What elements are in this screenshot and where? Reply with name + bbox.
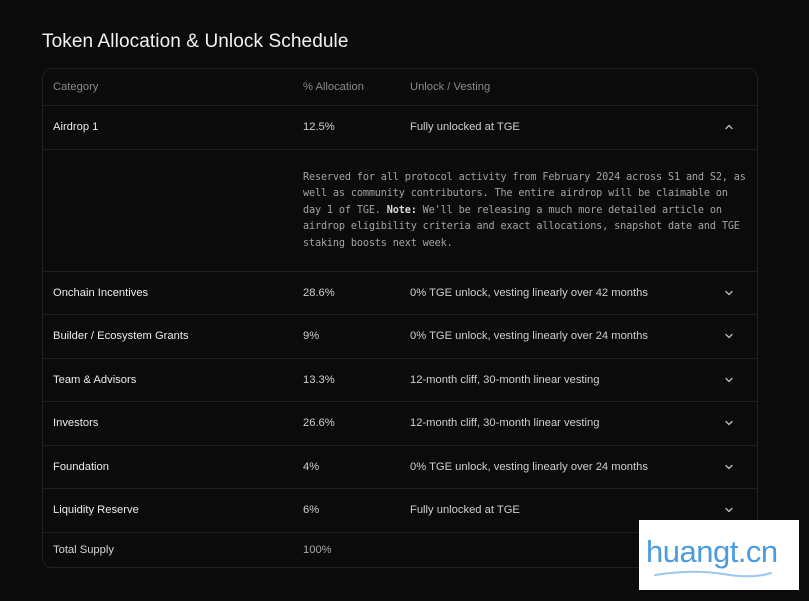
page-title: Token Allocation & Unlock Schedule [42,31,349,52]
row-vesting: Fully unlocked at TGE [410,504,520,517]
total-value: 100% [303,544,332,556]
row-category: Airdrop 1 [53,121,99,134]
airdrop-description: Reserved for all protocol activity from February 2024 across S1 and S2, as well as community contributors. The entire airdrop will be claimable on day 1 of TGE. Note: We'll be releasing a much more detailed article on airdrop eligibility criteria and exact allocations, snapshot date and TGE staking boosts next week. [303,171,746,249]
chevron-up-icon[interactable] [722,120,736,134]
row-allocation: 28.6% [303,286,335,299]
chevron-down-icon[interactable] [722,416,736,430]
row-allocation: 6% [303,504,320,517]
header-allocation: % Allocation [303,81,364,93]
row-category: Team & Advisors [53,373,137,386]
table-row-onchain-incentives[interactable] [43,272,757,316]
header-vesting: Unlock / Vesting [410,81,491,93]
chevron-down-icon[interactable] [722,503,736,517]
row-category: Investors [53,417,99,430]
table-row-builder-grants[interactable] [43,315,757,359]
row-allocation: 9% [303,330,320,343]
table-header [43,69,757,106]
row-category: Liquidity Reserve [53,504,139,517]
note-label: Note: [386,204,417,216]
row-allocation: 4% [303,460,320,473]
table-row-foundation[interactable] [43,446,757,490]
row-vesting: 0% TGE unlock, vesting linearly over 24 months [410,460,648,473]
table-row-team-advisors[interactable] [43,359,757,403]
chevron-down-icon[interactable] [722,460,736,474]
chevron-down-icon[interactable] [722,286,736,300]
row-vesting: 12-month cliff, 30-month linear vesting [410,417,600,430]
row-category: Foundation [53,460,109,473]
row-vesting: 0% TGE unlock, vesting linearly over 24 months [410,330,648,343]
row-allocation: 12.5% [303,121,335,134]
watermark-text: huangt.cn [646,534,778,569]
chevron-down-icon[interactable] [722,373,736,387]
table-row-investors[interactable] [43,402,757,446]
table-row-airdrop[interactable] [43,106,757,150]
row-vesting: Fully unlocked at TGE [410,121,520,134]
total-label: Total Supply [53,544,114,556]
airdrop-detail-panel [43,150,757,272]
watermark-logo [639,520,799,590]
chevron-down-icon[interactable] [722,329,736,343]
row-allocation: 26.6% [303,417,335,430]
watermark-swoosh-icon [653,570,773,580]
row-vesting: 0% TGE unlock, vesting linearly over 42 months [410,286,648,299]
header-category: Category [53,81,99,93]
row-allocation: 13.3% [303,373,335,386]
allocation-table [42,68,758,568]
row-category: Onchain Incentives [53,286,149,299]
row-vesting: 12-month cliff, 30-month linear vesting [410,373,600,386]
row-category: Builder / Ecosystem Grants [53,330,189,343]
